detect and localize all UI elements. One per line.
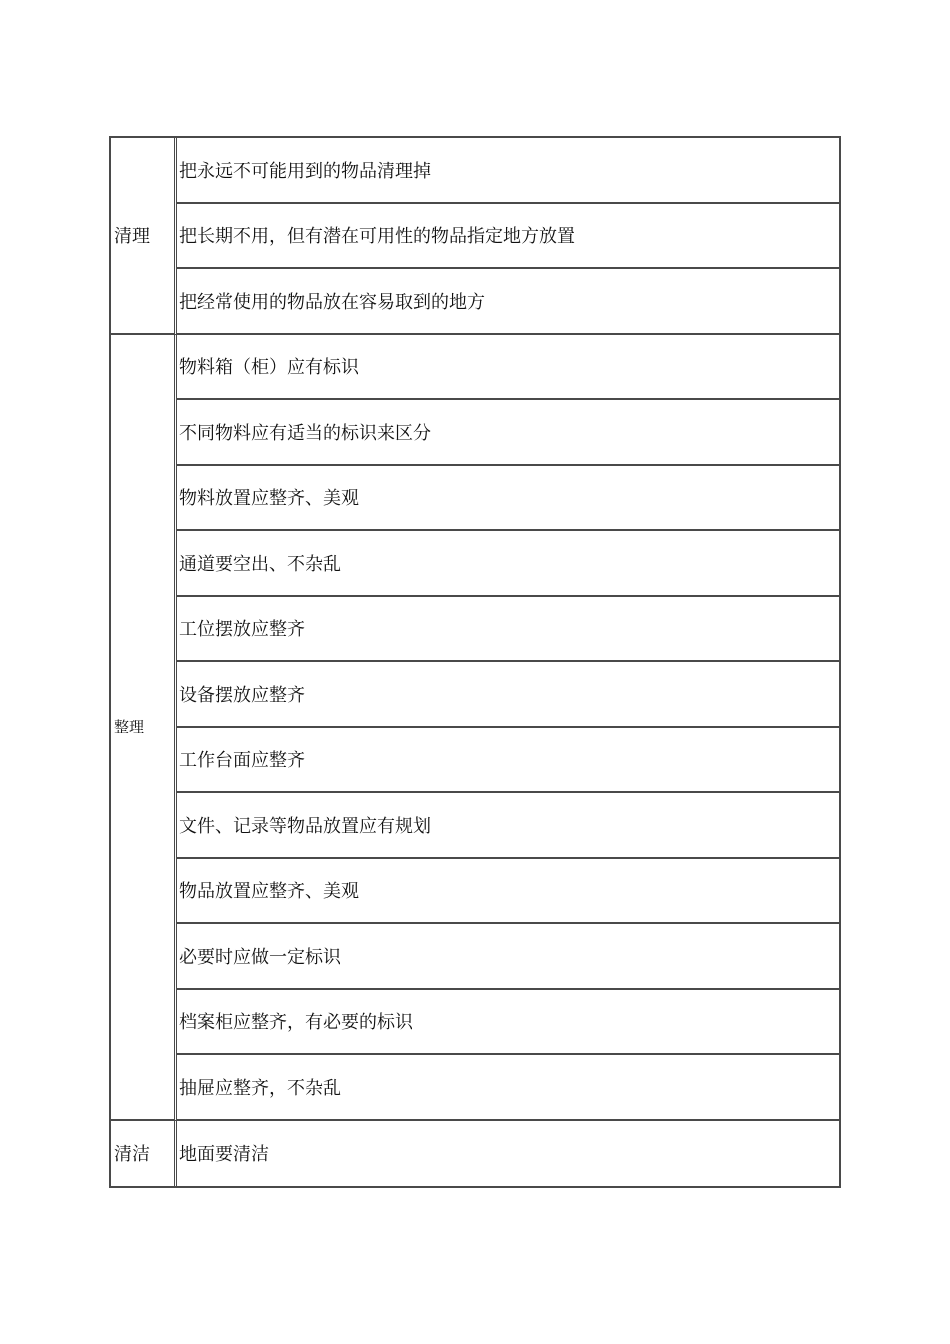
item-label: 把经常使用的物品放在容易取到的地方 [179,291,485,313]
item-label: 档案柜应整齐，有必要的标识 [179,1012,413,1034]
table-row [111,466,839,532]
table-row [111,924,839,990]
item-label: 抽屉应整齐，不杂乱 [179,1077,341,1099]
item-cell [177,662,839,728]
item-cell [177,138,839,204]
item-cell [177,990,839,1056]
table-row [111,400,839,466]
table-row [111,990,839,1056]
item-cell [177,466,839,532]
item-cell [177,1055,839,1121]
item-cell [177,1121,839,1187]
item-label: 通道要空出、不杂乱 [179,553,341,575]
category-label: 整理 [114,718,145,736]
item-label: 物料箱（柜）应有标识 [179,357,359,379]
item-cell [177,728,839,794]
item-label: 文件、记录等物品放置应有规划 [179,815,431,837]
item-cell [177,269,839,335]
table-row [111,728,839,794]
category-cell [111,335,177,1121]
item-label: 地面要清洁 [179,1144,269,1166]
table-row [111,1121,839,1187]
table-row [111,531,839,597]
item-label: 工位摆放应整齐 [179,619,305,641]
category-label: 清理 [114,226,150,248]
table-row [111,269,839,335]
table-row [111,1055,839,1121]
table-row [111,662,839,728]
item-cell [177,924,839,990]
item-label: 设备摆放应整齐 [179,684,305,706]
table-row [111,138,839,204]
item-label: 必要时应做一定标识 [179,946,341,968]
item-label: 把长期不用，但有潜在可用性的物品指定地方放置 [179,226,575,248]
table-row [111,597,839,663]
item-cell [177,400,839,466]
item-cell [177,335,839,401]
item-cell [177,793,839,859]
category-cell [111,1121,177,1187]
table-row [111,204,839,270]
table-row [111,859,839,925]
category-cell [111,138,177,335]
item-label: 不同物料应有适当的标识来区分 [179,422,431,444]
item-label: 物品放置应整齐、美观 [179,881,359,903]
checklist-table [109,136,841,1188]
item-cell [177,597,839,663]
table-row [111,793,839,859]
item-cell [177,531,839,597]
table-row [111,335,839,401]
category-label: 清洁 [114,1144,150,1166]
item-label: 物料放置应整齐、美观 [179,488,359,510]
item-label: 工作台面应整齐 [179,750,305,772]
item-label: 把永远不可能用到的物品清理掉 [179,160,431,182]
item-cell [177,204,839,270]
item-cell [177,859,839,925]
